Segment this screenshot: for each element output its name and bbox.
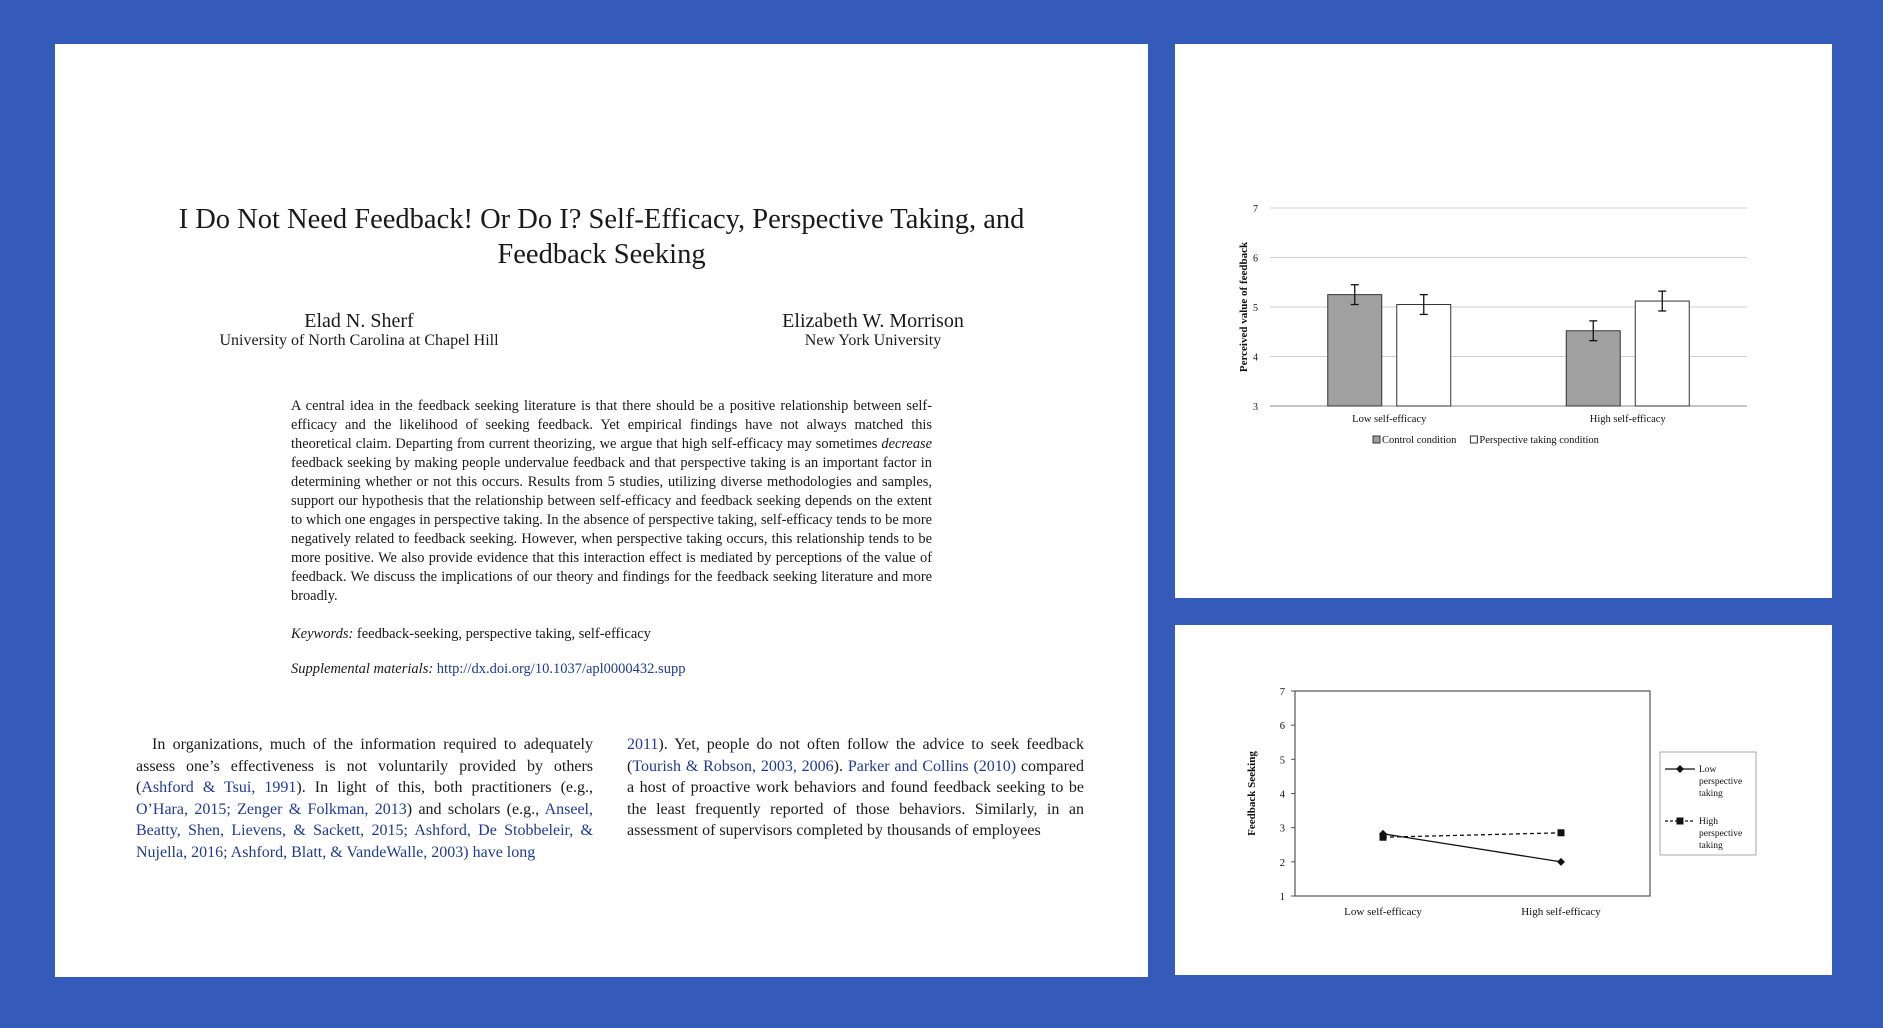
- citation-link[interactable]: ; Ashford, Blatt, & VandeWalle, 2003) have long: [223, 843, 536, 861]
- y-tick-label: 4: [1279, 789, 1285, 801]
- legend-swatch: [1470, 436, 1477, 443]
- author-name: Elizabeth W. Morrison: [782, 310, 964, 332]
- body-column-left: [136, 734, 593, 861]
- bar: [1397, 305, 1451, 406]
- body-text: In organizations, much of the information required to adequately assess one’s effectiveness is not voluntarily provided by others (: [136, 736, 593, 796]
- y-axis-label: Perceived value of feedback: [1238, 241, 1250, 373]
- x-tick-label: Low self-efficacy: [1344, 906, 1422, 918]
- abstract-emphasis: decrease: [881, 436, 932, 452]
- legend-entry: High: [1699, 817, 1718, 827]
- keywords: [291, 626, 651, 643]
- author-affiliation: New York University: [804, 332, 942, 349]
- y-tick-label: 6: [1253, 253, 1258, 265]
- legend-entry: Perspective taking condition: [1479, 435, 1599, 446]
- body-text: ).: [833, 757, 848, 775]
- keywords-value: feedback-seeking, perspective taking, self-efficacy: [356, 626, 651, 642]
- y-tick-label: 4: [1253, 352, 1258, 364]
- body-text: ). Yet, people do not often follow the advice to seek feedback (: [627, 736, 1084, 775]
- citation-link[interactable]: O’Hara, 2015; Zenger & Folkman, 2013: [136, 800, 407, 818]
- series-line: [1383, 834, 1561, 862]
- author-block: [197, 310, 521, 350]
- legend-entry: taking: [1699, 841, 1723, 851]
- y-tick-label: 3: [1253, 402, 1258, 413]
- abstract-text: feedback seeking by making people undervalue feedback and that perspective taking is an important factor in determining whether or not this occurs. Results from 5 studies, utilizing diverse methodologies and samples, support our hypothesis that the relationship between self-efficacy and feedback seeking depends on the extent to which one engages in perspective taking. In the absence of perspective taking, self-efficacy tends to be more negatively related to feedback seeking. However, when perspective taking occurs, this relationship tends to be more positive. We also provide evidence that this interaction effect is mediated by perceptions of the value of feedback. We discuss the implications of our theory and findings for the feedback seeking literature and more broadly.: [291, 455, 932, 604]
- paper-title: [75, 202, 1128, 272]
- paper-first-page: [55, 44, 1148, 977]
- body-text: ). In light of this, both practitioners (e.g.,: [296, 779, 593, 796]
- citation-link[interactable]: Tourish & Robson, 2003, 2006: [632, 757, 834, 775]
- x-tick-label: High self-efficacy: [1521, 906, 1601, 918]
- y-tick-label: 1: [1279, 892, 1285, 903]
- supplemental-label: Supplemental materials:: [291, 661, 434, 677]
- data-point: [1677, 818, 1684, 825]
- y-tick-label: 6: [1279, 721, 1285, 733]
- citation-link[interactable]: 2011: [627, 736, 659, 753]
- body-column-right: [627, 734, 1085, 839]
- body-text: ) and scholars (e.g.,: [406, 800, 545, 818]
- bar: [1328, 295, 1382, 406]
- legend-entry: perspective: [1699, 777, 1743, 787]
- y-tick-label: 5: [1279, 755, 1285, 767]
- bar: [1635, 301, 1689, 406]
- plot-frame: [1295, 691, 1650, 896]
- body-text: compared a host of proactive work behaviors and found feedback seeking to be the least frequently reported of those behaviors. Similarly, in an assessment of supervisors completed by thousands of employees: [627, 757, 1085, 839]
- legend-entry: Control condition: [1382, 435, 1457, 446]
- line-chart: [1175, 625, 1832, 975]
- keywords-label: Keywords:: [291, 626, 354, 642]
- series-line: [1383, 833, 1561, 837]
- author-affiliation: University of North Carolina at Chapel Hill: [219, 332, 499, 349]
- y-tick-label: 5: [1253, 303, 1258, 314]
- legend-entry: taking: [1699, 789, 1723, 799]
- bar-chart: [1175, 44, 1832, 598]
- title-line-2: Feedback Seeking: [497, 239, 706, 270]
- y-tick-label: 7: [1253, 204, 1258, 215]
- data-point: [1380, 834, 1387, 841]
- author-name: Elad N. Sherf: [304, 310, 414, 332]
- abstract: [291, 397, 932, 606]
- bar: [1566, 331, 1620, 406]
- author-block: [723, 310, 1023, 350]
- citation-link[interactable]: Ashford & Tsui, 1991: [141, 779, 297, 796]
- title-line-1: I Do Not Need Feedback! Or Do I? Self-Efficacy, Perspective Taking, and: [178, 204, 1025, 235]
- y-tick-label: 7: [1279, 687, 1285, 698]
- x-tick-label: High self-efficacy: [1589, 414, 1666, 425]
- x-tick-label: Low self-efficacy: [1352, 414, 1427, 425]
- supplemental-link[interactable]: http://dx.doi.org/10.1037/apl0000432.supp: [436, 661, 686, 677]
- y-tick-label: 3: [1279, 823, 1285, 835]
- citation-link[interactable]: Anseel, Beatty, Shen, Lievens, & Sackett, 2015; Ashford, De Stobbeleir, & Nujella, 2016: [136, 800, 593, 861]
- abstract-text: A central idea in the feedback seeking literature is that there should be a positive relationship between self-efficacy and the likelihood of seeking feedback. Yet empirical findings have not always matched this theoretical claim. Departing from current theorizing, we argue that high self-efficacy may sometimes: [291, 398, 932, 452]
- citation-link[interactable]: Parker and Collins (2010): [847, 757, 1017, 775]
- supplemental-materials: [291, 661, 685, 678]
- y-axis-label: Feedback Seeking: [1246, 751, 1258, 836]
- bar-chart-panel: [1175, 44, 1832, 598]
- line-chart-panel: [1175, 625, 1832, 975]
- data-point: [1557, 858, 1565, 866]
- legend-entry: Low: [1699, 765, 1717, 775]
- y-tick-label: 2: [1279, 857, 1285, 869]
- data-point: [1558, 829, 1565, 836]
- legend-entry: perspective: [1699, 829, 1743, 839]
- legend-swatch: [1373, 436, 1380, 443]
